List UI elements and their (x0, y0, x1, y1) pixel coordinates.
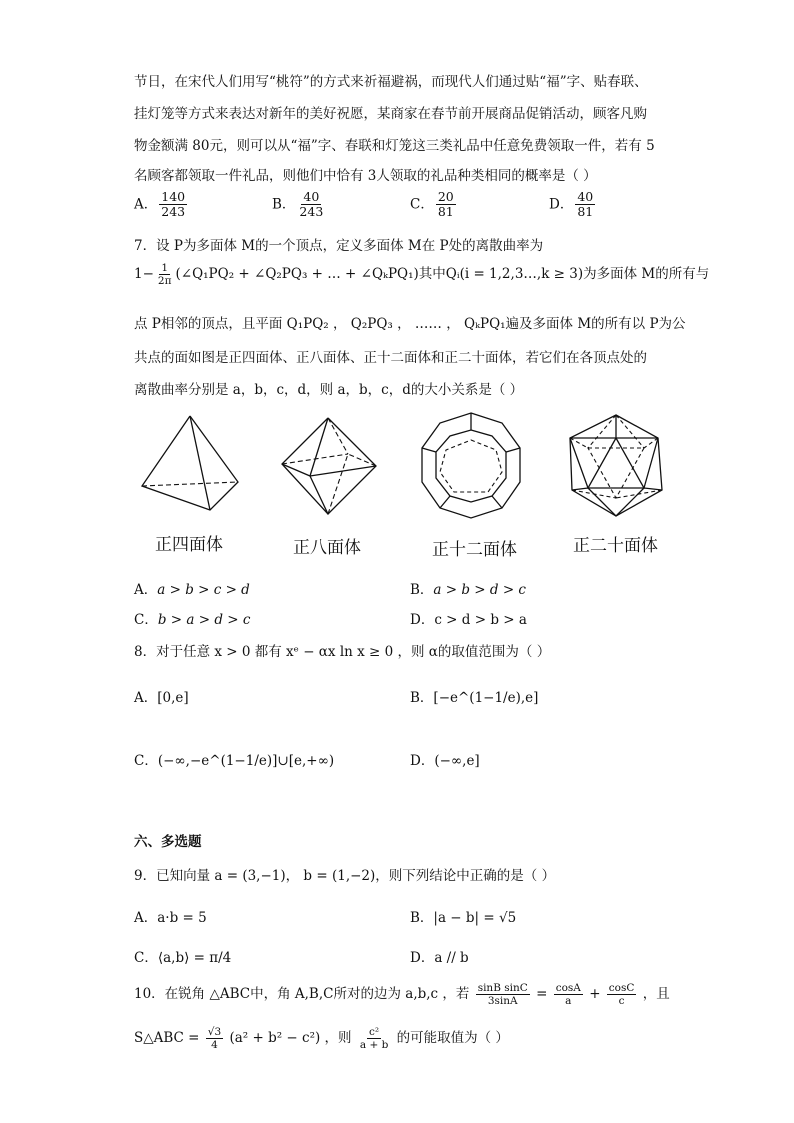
icosahedron-figure (564, 412, 668, 522)
q7-option-d: D．c > d > b > a (410, 612, 527, 628)
q6-line1: 节日，在宋代人们用写“桃符”的方式来祈福避祸，而现代人们通过贴“福”字、贴春联、 (134, 74, 648, 90)
q6-line3: 物金额满 80元，则可以从“福”字、春联和灯笼这三类礼品中任意免费领取一件，若有 5 (134, 138, 655, 154)
q8-stem: 8．对于任意 x > 0 都有 xᵉ − αx ln x ≥ 0 ，则 α的取值范围为（ ） (134, 644, 551, 660)
q7-option-a: A．a > b > c > d (134, 582, 250, 598)
q6-option-d: D． $\frac{40}{81}$ (549, 189, 594, 220)
q7-option-c: C．b > a > d > c (134, 612, 251, 628)
q8-option-c: C．(−∞,−e^(1−1/e)]∪[e,+∞) (134, 753, 335, 769)
q6-option-c: C． $\frac{20}{81}$ (410, 189, 454, 220)
tetrahedron-figure (138, 410, 242, 520)
section-heading: 六、多选题 (134, 834, 202, 850)
caption-icosahedron: 正二十面体 (573, 536, 658, 556)
caption-tetrahedron: 正四面体 (155, 535, 223, 555)
q8-option-a: A．[0,e] (134, 690, 189, 706)
q7-option-b: B．a > b > d > c (410, 582, 526, 598)
q7-formula: 1− $\frac{1}{2\pi}$ (∠Q₁PQ₂ + ∠Q₂PQ₃ + … + ∠QₖPQ₁)其中Qᵢ(i = 1,2,3…,k ≥ 3)为多面体 M的所有与 (134, 262, 710, 288)
caption-octahedron: 正八面体 (293, 538, 361, 558)
q8-option-b: B．[−e^(1−1/e),e] (410, 690, 539, 706)
q7-line1: 7．设 P为多面体 M的一个顶点，定义多面体 M在 P处的离散曲率为 (134, 238, 544, 254)
q8-option-d: D．(−∞,e] (410, 753, 480, 769)
q9-option-d: D．a // b (410, 950, 469, 966)
dodecahedron-figure (416, 410, 526, 522)
q9-option-a: A．a·b = 5 (134, 910, 207, 926)
caption-dodecahedron: 正十二面体 (432, 540, 517, 560)
q7-line3: 点 P相邻的顶点，且平面 Q₁PQ₂ ， Q₂PQ₃ ， …… ， QₖPQ₁遍及多面体 M的所有以 P为公 (134, 316, 686, 332)
q9-option-b: B．|a − b| = √5 (410, 910, 517, 926)
q6-option-a: A． $\frac{140}{243}$ (134, 189, 186, 220)
q9-stem: 9．已知向量 a = (3,−1)， b = (1,−2)，则下列结论中正确的是（ ） (134, 868, 556, 884)
q10-line1: 10．在锐角 △ABC中，角 A,B,C所对的边为 a,b,c ，若 $\frac{\text{sinB sinC}}{3\sin A}$ = $\frac{\cos A}{a}$ + $\frac{\cos C}{c}$ ，且 (134, 982, 670, 1008)
q6-line4: 名顾客都领取一件礼品，则他们中恰有 3人领取的礼品种类相同的概率是（ ） (134, 168, 597, 184)
q9-option-c: C．⟨a,b⟩ = π/4 (134, 950, 232, 966)
q7-line5: 离散曲率分别是 a，b，c，d，则 a，b，c，d的大小关系是（ ） (134, 382, 524, 398)
q7-line4: 共点的面如图是正四面体、正八面体、正十二面体和正二十面体，若它们在各顶点处的 (134, 350, 647, 366)
q10-line2: S△ABC = $\frac{√3}{4}$ (a² + b² − c²) ，则 $\frac{\text{c²}}{a + b}$ 的可能取值为（ ） (134, 1026, 509, 1052)
q6-line2: 挂灯笼等方式来表达对新年的美好祝愿，某商家在春节前开展商品促销活动，顾客凡购 (134, 106, 647, 122)
octahedron-figure (280, 414, 380, 518)
q6-option-b: B． $\frac{40}{243}$ (272, 189, 324, 220)
